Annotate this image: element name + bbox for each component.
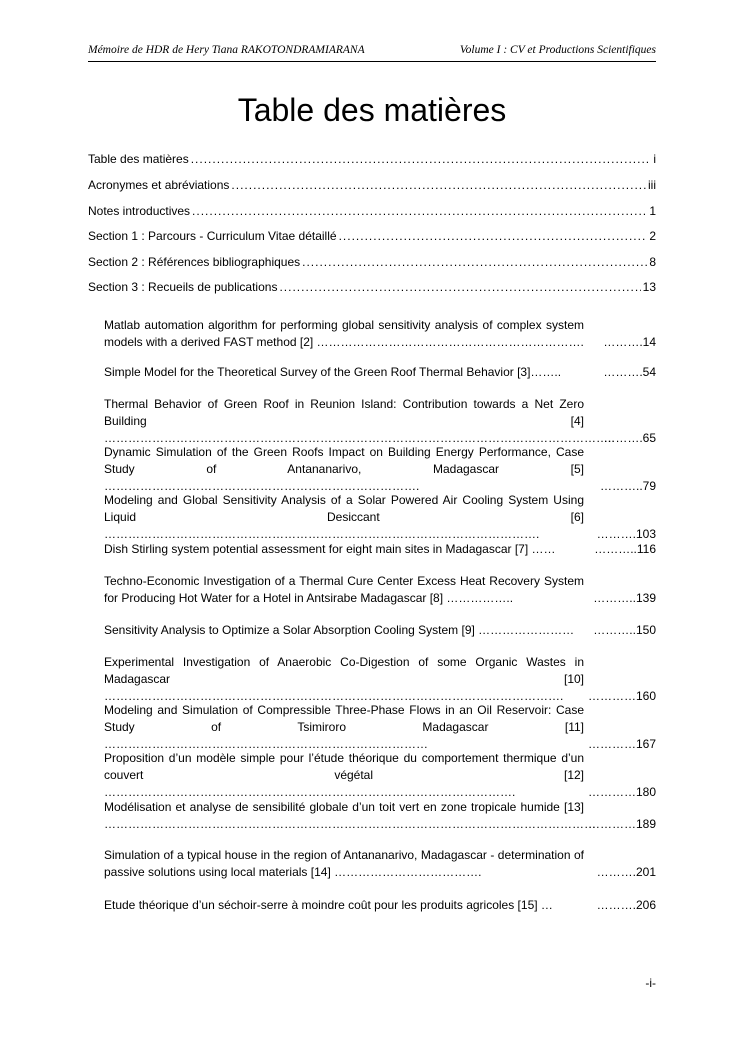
toc-entry-section-2[interactable] <box>88 254 656 270</box>
publication-title: Techno-Economic Investigation of a Thermal Cure Center Excess Heat Recovery System for Producing Hot Water for a Hotel in Antsirabe Madagascar [8] …………….. <box>104 574 584 605</box>
publication-title: Experimental Investigation of Anaerobic Co-Digestion of some Organic Wastes in Madagascar [10] ……………………………………………………………………………………………………. <box>104 655 584 703</box>
toc-entry-page: 13 <box>642 280 656 294</box>
publication-page: ………..116 <box>594 542 656 556</box>
publication-title: Dynamic Simulation of the Green Roofs Impact on Building Energy Performance, Case Study of Antananarivo, Madagascar [5] ……………………………………………………………………. <box>104 445 584 493</box>
publication-entry[interactable] <box>104 492 656 543</box>
publication-page: ………..139 <box>593 591 656 605</box>
publication-title: Etude théorique d’un séchoir-serre à moindre coût pour les produits agricoles [15] … <box>104 898 553 912</box>
publication-title: Proposition d’un modèle simple pour l’étude théorique du comportement thermique d’un couvert végétal [12] …………………………………………………………………………………………. <box>104 751 584 799</box>
publication-page: ……….65 <box>603 431 656 445</box>
publication-entry[interactable] <box>104 847 656 881</box>
publication-page: …………189 <box>587 817 656 831</box>
publication-page: ……….54 <box>603 365 656 379</box>
publication-entry[interactable] <box>104 444 656 495</box>
publication-page: ……….14 <box>603 335 656 349</box>
publication-title: Simulation of a typical house in the region of Antananarivo, Madagascar - determination of passive solutions using local materials [14] ………………………………. <box>104 848 584 879</box>
publication-entry[interactable] <box>104 654 656 705</box>
toc-entry-section-3[interactable] <box>88 279 656 295</box>
publication-entry[interactable] <box>104 702 656 753</box>
toc-entry-acronymes[interactable] <box>88 177 656 193</box>
publication-entry[interactable] <box>104 622 656 639</box>
publication-title: Modélisation et analyse de sensibilité globale d’un toit vert en zone tropicale humide [13] …………………………………………………………………………………………………………… <box>104 800 596 831</box>
publication-title: Modeling and Global Sensitivity Analysis of a Solar Powered Air Cooling System Using Liquid Desiccant [6] ………………………………………………………………………………………………. <box>104 493 584 541</box>
publication-title: Sensitivity Analysis to Optimize a Solar Absorption Cooling System [9] …………………… <box>104 623 575 637</box>
toc-entry-label: Notes introductives <box>88 204 191 218</box>
toc-leader-dots <box>191 151 652 167</box>
toc-leader-dots <box>339 228 648 244</box>
publication-page: …………160 <box>587 689 656 703</box>
toc-entry-label: Section 3 : Recueils de publications <box>88 280 278 294</box>
publication-page: ……….206 <box>596 898 656 912</box>
toc-entry-page: 1 <box>649 204 656 218</box>
publication-page: …………180 <box>587 785 656 799</box>
toc-leader-dots <box>302 254 647 270</box>
publication-entry[interactable] <box>104 396 656 447</box>
toc-entry-label: Acronymes et abréviations <box>88 178 230 192</box>
publication-title: Thermal Behavior of Green Roof in Reunion Island: Contribution towards a Net Zero Building [4] ……………………………………………………………………………………………………………….. <box>104 397 615 445</box>
toc-entry-label: Table des matières <box>88 152 189 166</box>
publication-entry[interactable] <box>104 799 656 833</box>
toc-leader-dots <box>279 279 640 295</box>
publication-entry[interactable] <box>104 750 656 801</box>
page-header <box>88 41 656 62</box>
publication-entry[interactable] <box>104 573 656 607</box>
toc-entry-page: 8 <box>649 255 656 269</box>
toc-entry-label: Section 1 : Parcours - Curriculum Vitae détaillé <box>88 229 337 243</box>
publication-entry[interactable] <box>104 541 656 558</box>
header-author: Mémoire de HDR de Hery Tiana RAKOTONDRAMIARANA <box>88 44 365 56</box>
publication-page: ………..79 <box>599 479 656 493</box>
publication-page: …………167 <box>587 737 656 751</box>
toc-entry-label: Section 2 : Références bibliographiques <box>88 255 301 269</box>
publication-entry[interactable] <box>104 897 656 914</box>
publication-title: Simple Model for the Theoretical Survey of the Green Roof Thermal Behavior [3]…….. <box>104 365 562 379</box>
toc-leader-dots <box>192 203 647 219</box>
publication-entry[interactable] <box>104 317 656 351</box>
publication-title: Dish Stirling system potential assessment for eight main sites in Madagascar [7] …… <box>104 542 556 556</box>
toc-entry-section-1[interactable] <box>88 228 656 244</box>
publication-page: ……….103 <box>596 527 656 541</box>
toc-entry-notes-introductives[interactable] <box>88 203 656 219</box>
toc-entry-page: 2 <box>649 229 656 243</box>
page-number: -i- <box>645 976 656 990</box>
page-title: Table des matières <box>237 92 507 128</box>
publication-title: Modeling and Simulation of Compressible Three-Phase Flows in an Oil Reservoir: Case Study of Tsimiroro Madagascar [11] ……………………………………………………………………… <box>104 703 584 751</box>
toc-leader-dots <box>231 177 646 193</box>
header-volume: Volume I : CV et Productions Scientifiques <box>459 44 656 56</box>
toc-entry-table-des-matieres[interactable] <box>88 151 656 167</box>
publication-page: ………..150 <box>593 623 656 637</box>
publication-title: Matlab automation algorithm for performing global sensitivity analysis of complex system models with a derived FAST method [2] …………………………………………………………. <box>104 318 584 349</box>
toc-entry-page: iii <box>648 178 656 192</box>
toc-entry-page: i <box>653 152 656 166</box>
publication-page: ……….201 <box>596 865 656 879</box>
publication-entry[interactable] <box>104 364 656 381</box>
